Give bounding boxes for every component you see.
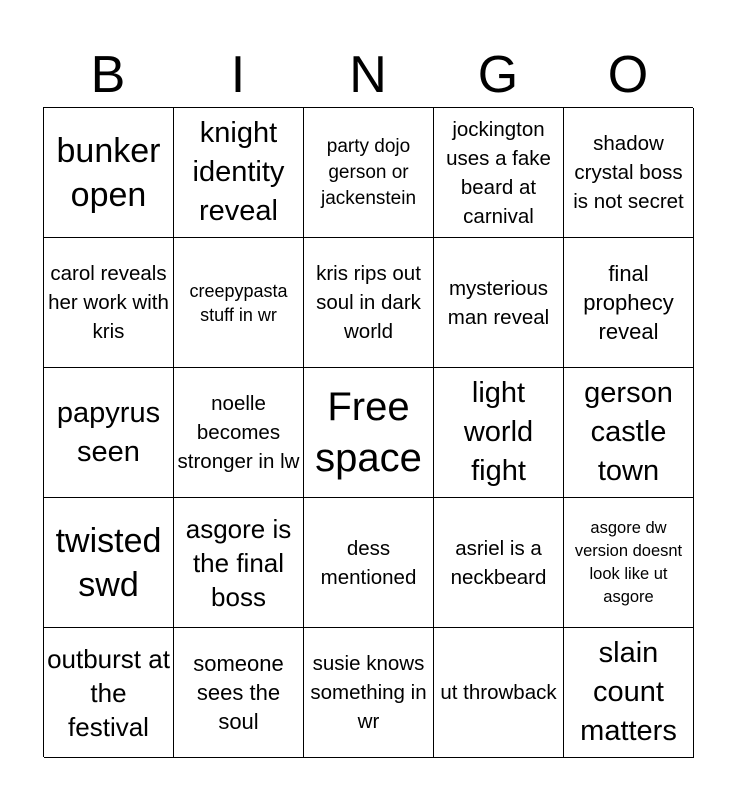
cell-text: party dojo gerson or jackenstein [320,135,417,209]
header-letter-b: B [90,46,126,104]
bingo-cell[interactable] [44,498,174,628]
bingo-cell[interactable] [564,498,694,628]
bingo-cell[interactable] [564,628,694,758]
bingo-cell[interactable] [44,628,174,758]
bingo-cell[interactable] [434,498,564,628]
bingo-cell[interactable] [174,498,304,628]
bingo-cell[interactable] [304,108,434,238]
bingo-cell[interactable] [304,238,434,368]
cell-text: gerson castle town [584,377,673,487]
cell-text: final prophecy reveal [583,261,674,344]
bingo-cell[interactable] [304,628,434,758]
cell-text: susie knows something in wr [310,652,427,733]
cell-text: dess mentioned [320,536,417,589]
bingo-cell[interactable] [174,368,304,498]
bingo-cell[interactable] [434,628,564,758]
cell-text: mysterious man reveal [447,276,550,329]
bingo-cell[interactable] [174,628,304,758]
cell-text: papyrus seen [56,396,161,468]
cell-text: bunker open [56,131,161,214]
cell-text: knight identity reveal [192,117,285,227]
bingo-grid [43,107,693,757]
cell-text: asgore dw version doesnt look like ut asgore [574,518,683,606]
cell-text: ut throwback [440,681,557,704]
header-letter-n: N [349,46,387,104]
cell-text: noelle becomes stronger in lw [177,392,300,473]
cell-text: asgore is the final boss [185,513,292,612]
free-space-cell[interactable] [304,368,434,498]
bingo-cell[interactable] [304,498,434,628]
cell-text: twisted swd [55,521,162,604]
bingo-cell[interactable] [564,368,694,498]
bingo-cell[interactable] [434,368,564,498]
free-space-text: Free space [315,384,422,480]
cell-text: creepypasta stuff in wr [189,280,288,325]
bingo-cell[interactable] [564,108,694,238]
bingo-cell[interactable] [434,108,564,238]
bingo-cell[interactable] [564,238,694,368]
bingo-cell[interactable] [174,238,304,368]
cell-text: slain count matters [580,637,677,747]
bingo-cell[interactable] [434,238,564,368]
header-letter-i: I [230,46,246,104]
cell-text: outburst at the festival [47,643,170,742]
cell-text: kris rips out soul in dark world [316,262,421,343]
bingo-cell[interactable] [44,238,174,368]
bingo-cell[interactable] [44,108,174,238]
bingo-cell[interactable] [44,368,174,498]
bingo-cell[interactable] [174,108,304,238]
cell-text: shadow crystal boss is not secret [573,132,684,213]
header-letter-g: G [477,46,519,104]
cell-text: asriel is a neckbeard [450,536,547,589]
cell-text: someone sees the soul [193,651,284,734]
cell-text: jockington uses a fake beard at carnival [446,117,551,228]
bingo-header [43,42,693,108]
header-letter-o: O [607,46,649,104]
cell-text: carol reveals her work with kris [48,262,169,343]
cell-text: light world fight [463,377,534,487]
